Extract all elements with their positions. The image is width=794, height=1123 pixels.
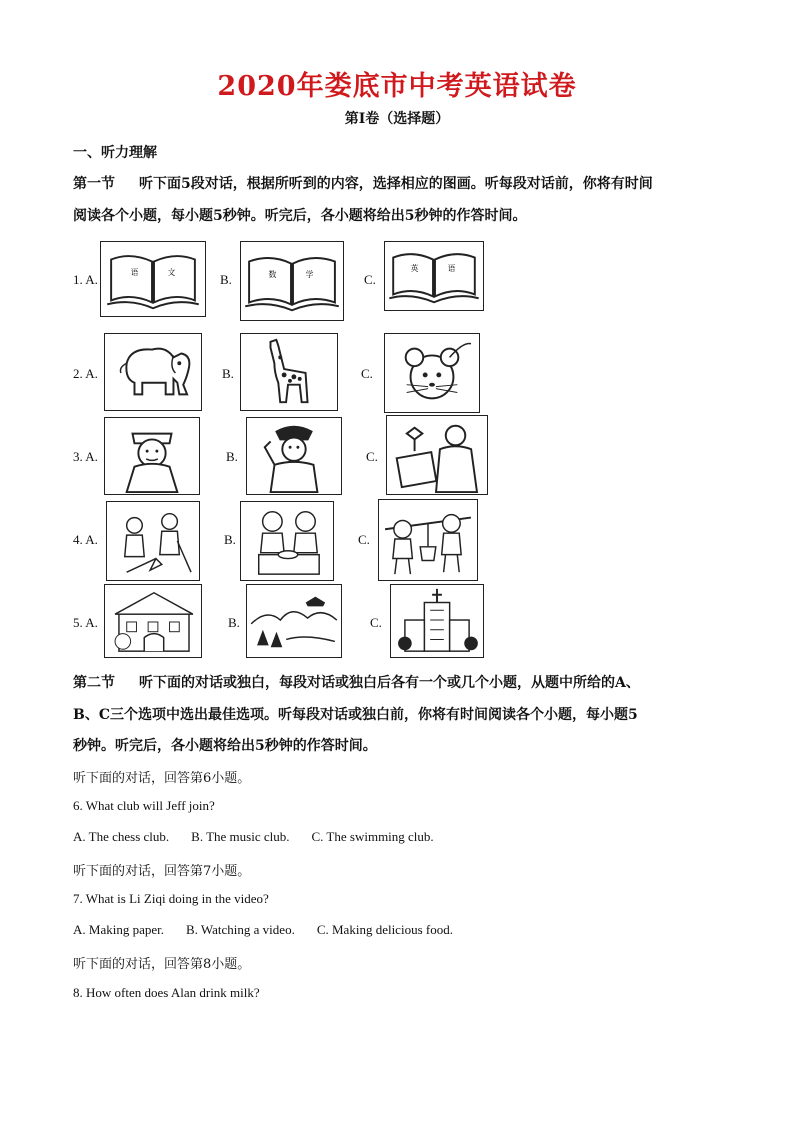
q6-option-b[interactable]: B. The music club. — [191, 829, 290, 844]
landscape-icon — [247, 585, 341, 657]
soldier-icon — [247, 418, 341, 494]
section1-text1: 听下面5段对话，根据所听到的内容，选择相应的图画。听每段对话前，你将有时间 — [139, 176, 653, 192]
q3-option-b-image[interactable] — [246, 417, 342, 495]
page-subtitle: 第Ⅰ卷（选择题） — [344, 111, 450, 127]
q1-option-c-image[interactable] — [384, 241, 484, 311]
elephant-icon — [105, 334, 201, 410]
book-a-char2: 文 — [167, 268, 176, 278]
q4-option-a-image[interactable] — [106, 501, 200, 581]
q1-label-a: 1. A. — [73, 272, 98, 287]
book-icon — [385, 242, 483, 310]
q5-option-b-image[interactable] — [246, 584, 342, 658]
house-icon — [105, 585, 201, 657]
q8-prompt: 听下面的对话，回答第8小题。 — [73, 957, 251, 972]
q2-option-a-image[interactable] — [104, 333, 202, 411]
section1-label: 第一节 — [73, 176, 115, 192]
book-c-char1: 英 — [410, 264, 419, 274]
book-b-char2: 学 — [305, 270, 314, 280]
section2-label: 第二节 — [73, 675, 115, 691]
q2-label-b: B. — [222, 366, 234, 381]
q6-options — [73, 829, 456, 845]
q3-option-c-image[interactable] — [386, 415, 488, 495]
book-b-char1: 数 — [268, 270, 277, 280]
q4-label-b: B. — [224, 532, 236, 547]
mouse-icon — [385, 334, 479, 412]
section1-instructions-line2: 阅读各个小题，每小题5秒钟。听完后，各小题将给出5秒钟的作答时间。 — [73, 208, 527, 224]
q1-option-b-image[interactable] — [240, 241, 344, 321]
q6-option-c[interactable]: C. The swimming club. — [311, 829, 434, 844]
q7-option-b[interactable]: B. Watching a video. — [185, 922, 295, 937]
page-title: 2020年娄底市中考英语试卷 — [217, 71, 577, 102]
q7-option-a[interactable]: A. Making paper. — [73, 922, 164, 937]
section2-instructions-line2: B、C三个选项中选出最佳选项。听每段对话或独白前，你将有时间阅读各个小题，每小题5 — [73, 707, 638, 723]
part1-heading: 一、听力理解 — [73, 145, 157, 161]
q3-option-a-image[interactable] — [104, 417, 200, 495]
q2-label-a: 2. A. — [73, 366, 98, 381]
q1-option-a-image[interactable] — [100, 241, 206, 317]
q4-label-a: 4. A. — [73, 532, 98, 547]
q6-option-a[interactable]: A. The chess club. — [73, 829, 170, 844]
section2-instructions-line3: 秒钟。听完后，各小题将给出5秒钟的作答时间。 — [73, 738, 377, 754]
q1-label-c: C. — [364, 272, 376, 287]
section2-text1: 听下面的对话或独白，每段对话或独白后各有一个或几个小题，从题中所给的A、 — [139, 675, 640, 691]
q6-prompt: 听下面的对话，回答第6小题。 — [73, 771, 251, 786]
q3-label-a: 3. A. — [73, 449, 98, 464]
q5-option-c-image[interactable] — [390, 584, 484, 658]
q4-label-c: C. — [358, 532, 370, 547]
teacher-icon — [387, 416, 487, 494]
q4-option-b-image[interactable] — [240, 501, 334, 581]
q5-label-a: 5. A. — [73, 615, 98, 630]
q2-option-b-image[interactable] — [240, 333, 338, 411]
q7-question: 7. What is Li Ziqi doing in the video? — [73, 891, 269, 906]
q2-label-c: C. — [361, 366, 373, 381]
children-sweeping-icon — [107, 502, 199, 580]
section1-instructions-line1 — [73, 173, 653, 193]
q7-prompt: 听下面的对话，回答第7小题。 — [73, 864, 251, 879]
book-c-char2: 语 — [447, 264, 456, 274]
q8-question: 8. How often does Alan drink milk? — [73, 985, 260, 1000]
q3-label-c: C. — [366, 449, 378, 464]
q4-option-c-image[interactable] — [378, 499, 478, 581]
giraffe-icon — [241, 334, 337, 410]
children-carrying-icon — [379, 500, 477, 580]
book-icon — [241, 242, 343, 320]
q5-label-b: B. — [228, 615, 240, 630]
children-cooking-icon — [241, 502, 333, 580]
church-icon — [391, 585, 483, 657]
q1-label-b: B. — [220, 272, 232, 287]
q5-option-a-image[interactable] — [104, 584, 202, 658]
q6-question: 6. What club will Jeff join? — [73, 798, 215, 813]
q7-option-c[interactable]: C. Making delicious food. — [316, 922, 453, 937]
q5-label-c: C. — [370, 615, 382, 630]
q3-label-b: B. — [226, 449, 238, 464]
policeman-icon — [105, 418, 199, 494]
q2-option-c-image[interactable] — [384, 333, 480, 413]
book-a-char1: 语 — [130, 268, 139, 278]
q7-options — [73, 922, 475, 938]
book-icon — [101, 242, 205, 316]
section2-instructions-line1 — [73, 672, 640, 692]
